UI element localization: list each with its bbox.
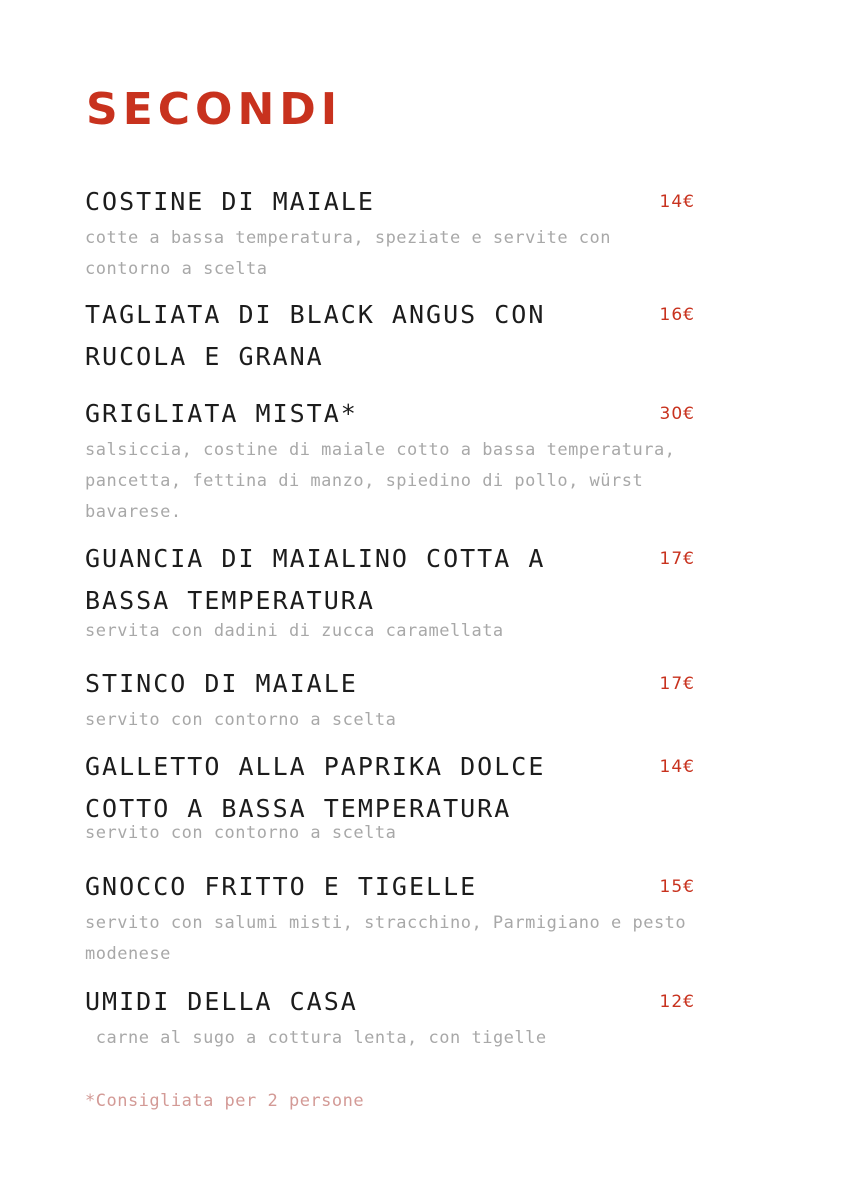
dish-price: 17€	[659, 674, 695, 694]
menu-item-stinco	[85, 663, 695, 736]
dish-name: GNOCCO FRITTO E TIGELLE	[85, 872, 478, 901]
dish-description: servito con salumi misti, stracchino, Parmigiano e pesto modenese	[85, 913, 697, 964]
menu-item-umidi	[85, 981, 695, 1054]
dish-description: carne al sugo a cottura lenta, con tigelle	[85, 1028, 547, 1048]
menu-item-tagliata	[85, 294, 695, 378]
dish-name: COSTINE DI MAIALE	[85, 187, 375, 216]
dish-price: 30€	[659, 404, 695, 424]
dish-name: UMIDI DELLA CASA	[85, 987, 358, 1016]
dish-price: 17€	[659, 549, 695, 569]
menu-item-galletto	[85, 746, 695, 849]
footnote: *Consigliata per 2 persone	[85, 1091, 365, 1111]
dish-name: STINCO DI MAIALE	[85, 669, 358, 698]
menu-item-grigliata	[85, 393, 695, 528]
dish-description: servita con dadini di zucca caramellata	[85, 621, 504, 641]
dish-price: 15€	[659, 877, 695, 897]
menu-item-costine	[85, 181, 695, 285]
dish-description: servito con contorno a scelta	[85, 710, 397, 730]
dish-price: 14€	[659, 757, 695, 777]
dish-price: 14€	[659, 192, 695, 212]
menu-item-gnocco	[85, 866, 695, 970]
menu-item-guancia	[85, 538, 695, 647]
dish-price: 16€	[659, 305, 695, 325]
dish-description: salsiccia, costine di maiale cotto a bassa temperatura, pancetta, fettina di manzo, spiedino di pollo, würst bavarese.	[85, 440, 687, 522]
dish-name: TAGLIATA DI BLACK ANGUS CON RUCOLA E GRANA	[85, 300, 546, 371]
dish-price: 12€	[659, 992, 695, 1012]
dish-description: cotte a bassa temperatura, speziate e servite con contorno a scelta	[85, 228, 622, 279]
section-title: SECONDI	[86, 84, 343, 135]
dish-name: GALLETTO ALLA PAPRIKA DOLCE COTTO A BASSA TEMPERATURA	[85, 752, 546, 823]
dish-name: GUANCIA DI MAIALINO COTTA A BASSA TEMPERATURA	[85, 544, 546, 615]
dish-description: servito con contorno a scelta	[85, 823, 397, 843]
dish-name: GRIGLIATA MISTA*	[85, 399, 358, 428]
